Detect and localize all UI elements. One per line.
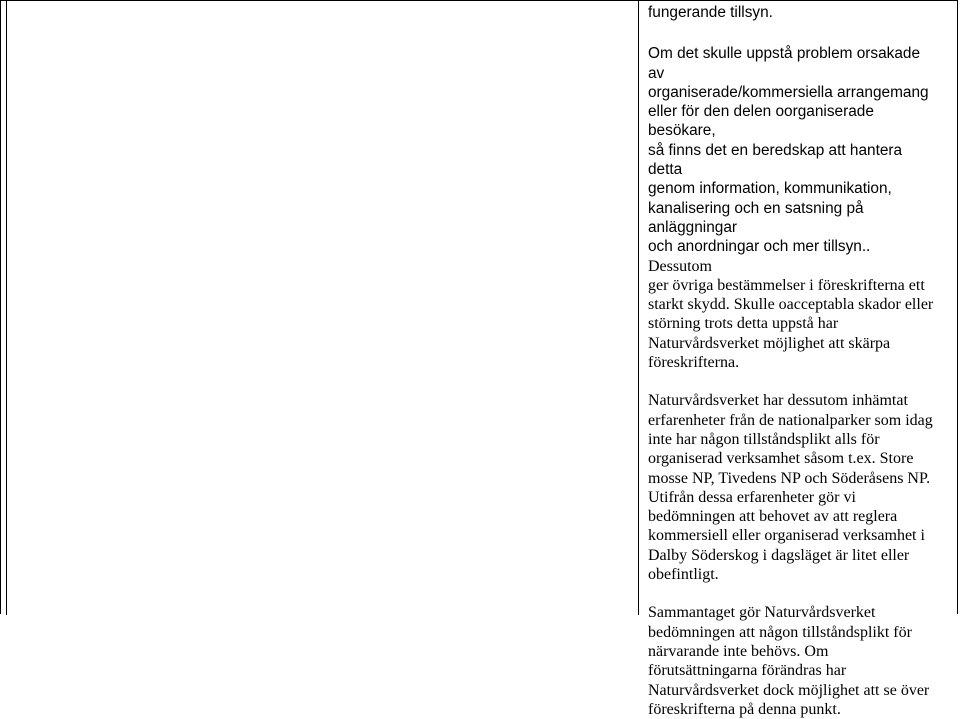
paragraph-1 [648, 44, 938, 372]
table-cell-right [648, 3, 938, 719]
table-column-divider [638, 0, 639, 615]
paragraph-1-sans: Om det skulle uppstå problem orsakade av organiserade/kommersiella arrangemang eller för den delen oorganiserade besökare, så finns det en beredskap att hantera detta genom information, kommunikation, kanalisering och en satsning på anläggningar och anordningar och mer tillsyn. [648, 45, 929, 256]
paragraph-1-serif: . Dessutom ger övriga bestämmelser i föreskrifterna ett starkt skydd. Skulle oacceptabla skador eller störning trots detta uppstå har Naturvårdsverket möjlighet att skärpa föreskrifterna. [648, 238, 934, 372]
paragraph-3: Sammantaget gör Naturvårdsverket bedömningen att någon tillståndsplikt för närvarande inte behövs. Om förutsättningarna förändras har Naturvårdsverket dock möjlighet att se över föreskrifterna på denna punkt. [648, 604, 930, 718]
table-column-divider [6, 0, 7, 615]
text-line-top: fungerande tillsyn. [648, 4, 773, 21]
paragraph-2: Naturvårdsverket har dessutom inhämtat erfarenheter från de nationalparker som idag inte har någon tillståndsplikt alls för organiserad verksamhet såsom t.ex. Store mosse NP, Tivedens NP och Söderåsens NP. Utifrån dessa erfarenheter gör vi bedömningen att behovet av att reglera kommersiell eller organiserad verksamhet i Dalby Söderskog i dagsläget är litet eller obefintligt. [648, 392, 933, 584]
